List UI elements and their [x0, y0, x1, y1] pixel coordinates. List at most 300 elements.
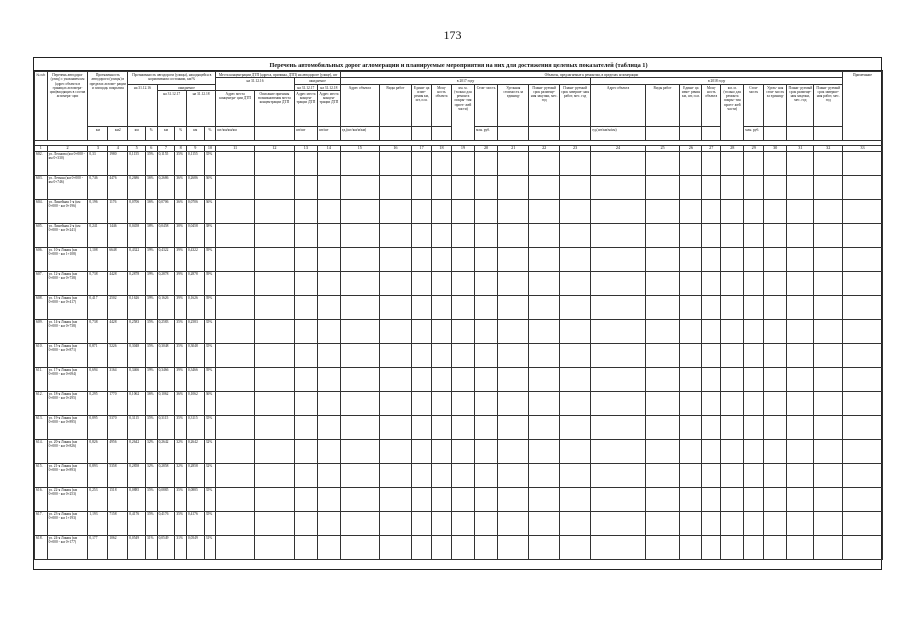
road-length: 0,241: [88, 223, 108, 247]
empty-cell: [498, 151, 529, 175]
column-number: 21: [498, 145, 529, 151]
empty-cell: [432, 463, 452, 487]
empty-cell: [843, 175, 883, 199]
norm-pct-2017: 35%: [175, 487, 187, 511]
empty-cell: [412, 511, 432, 535]
empty-cell: [317, 175, 340, 199]
empty-cell: [379, 439, 411, 463]
norm-pct-2016: 35%: [146, 487, 158, 511]
empty-cell: [432, 199, 452, 223]
norm-km-2016: 0,0458: [128, 223, 146, 247]
empty-cell: [255, 295, 295, 319]
empty-cell: [645, 151, 680, 175]
empty-cell: [379, 151, 411, 175]
empty-cell: [412, 535, 432, 559]
empty-cell: [764, 487, 787, 511]
row-number: 603.: [35, 175, 48, 199]
empty-cell: [645, 319, 680, 343]
empty-cell: [475, 463, 498, 487]
empty-cell: [702, 367, 721, 391]
road-name: ул. 19-я Линия (км 0+000 - км 0+895): [47, 415, 88, 439]
empty-cell: [294, 391, 317, 415]
empty-cell: [787, 511, 814, 535]
norm-pct-2016: 39%: [146, 367, 158, 391]
empty-cell: [475, 343, 498, 367]
empty-cell: [559, 319, 590, 343]
empty-cell: [379, 223, 411, 247]
header-obj-addr-2018: Адрес объекта: [591, 84, 645, 126]
empty-cell: [814, 535, 843, 559]
empty-cell: [216, 295, 255, 319]
column-number: 26: [680, 145, 702, 151]
empty-cell: [814, 487, 843, 511]
empty-cell: [340, 175, 379, 199]
empty-cell: [787, 223, 814, 247]
norm-pct-2018: 35%: [204, 151, 216, 175]
row-number: 617.: [35, 511, 48, 535]
empty-cell: [529, 295, 559, 319]
empty-cell: [764, 271, 787, 295]
table-row: [35, 199, 883, 223]
column-number: 8: [175, 145, 187, 151]
empty-cell: [721, 247, 744, 271]
empty-cell: [294, 271, 317, 295]
norm-pct-2018: 35%: [204, 415, 216, 439]
empty-cell: [412, 415, 432, 439]
empty-cell: [764, 319, 787, 343]
empty-cell: [379, 367, 411, 391]
road-length: 0,694: [88, 367, 108, 391]
header-objects: Объекты, предлагаемые к ремонтам, в пределах агломерации: [340, 72, 842, 78]
empty-cell: [451, 487, 474, 511]
empty-cell: [498, 319, 529, 343]
empty-cell: [294, 439, 317, 463]
empty-cell: [814, 391, 843, 415]
norm-km-2017: 0,0549: [157, 535, 175, 559]
empty-cell: [764, 343, 787, 367]
unit-capacity-2017: [432, 126, 452, 140]
empty-cell: [744, 367, 764, 391]
empty-cell: [702, 271, 721, 295]
empty-cell: [787, 295, 814, 319]
header-work-type-2018: Виды работ: [645, 84, 680, 126]
road-name: ул. 14-я Линия (км 0+000 - км 0+738): [47, 319, 88, 343]
empty-cell: [764, 247, 787, 271]
table-title: Перечень автомобильных дорог агломерации и планируемые мероприятия на них для достижения целевых показателей (таблица 1): [269, 62, 648, 69]
unit-unitcost-2017: [498, 126, 529, 140]
empty-cell: [680, 151, 702, 175]
column-number: 12: [255, 145, 295, 151]
norm-km-2016: 0,0549: [128, 535, 146, 559]
column-number: 31: [787, 145, 814, 151]
empty-cell: [294, 415, 317, 439]
norm-pct-2016: 35%: [146, 511, 158, 535]
empty-cell: [814, 511, 843, 535]
norm-pct-2017: 39%: [175, 295, 187, 319]
empty-cell: [559, 535, 590, 559]
empty-cell: [451, 319, 474, 343]
norm-km-2018: 0,0885: [186, 487, 204, 511]
road-name: ул. 13-я Линия (км 0+000 - км 0+417): [47, 295, 88, 319]
empty-cell: [591, 463, 645, 487]
empty-cell: [451, 151, 474, 175]
norm-km-2016: 0,1626: [128, 295, 146, 319]
empty-cell: [680, 295, 702, 319]
empty-cell: [559, 295, 590, 319]
column-number: 4: [108, 145, 128, 151]
document-frame: [33, 57, 882, 570]
column-number: 6: [146, 145, 158, 151]
empty-cell: [744, 247, 764, 271]
empty-cell: [379, 487, 411, 511]
header-plan-contract-2018: Плани- руемый срок размеще- ния закупки, мес. год: [787, 84, 814, 126]
empty-cell: [721, 535, 744, 559]
header-plan-finish-2018: Плани- руемый срок заверше- ния работ, мес. год: [814, 84, 843, 126]
empty-cell: [340, 247, 379, 271]
empty-cell: [680, 271, 702, 295]
empty-cell: [529, 151, 559, 175]
empty-cell: [340, 535, 379, 559]
norm-pct-2018: 35%: [204, 487, 216, 511]
empty-cell: [702, 511, 721, 535]
empty-cell: [317, 415, 340, 439]
empty-cell: [451, 223, 474, 247]
empty-cell: [340, 271, 379, 295]
empty-cell: [294, 535, 317, 559]
norm-km-2018: 0,4322: [186, 247, 204, 271]
norm-pct-2016: 32%: [146, 463, 158, 487]
empty-cell: [317, 511, 340, 535]
empty-cell: [843, 535, 883, 559]
norm-km-2018: 0,0549: [186, 535, 204, 559]
empty-cell: [591, 511, 645, 535]
empty-cell: [255, 343, 295, 367]
empty-cell: [475, 247, 498, 271]
empty-cell: [787, 367, 814, 391]
norm-pct-2018: 35%: [204, 511, 216, 535]
road-area: 5226: [108, 343, 128, 367]
empty-cell: [680, 463, 702, 487]
row-number: 616.: [35, 487, 48, 511]
norm-km-2017: 0,3115: [157, 415, 175, 439]
empty-cell: [317, 247, 340, 271]
empty-cell: [764, 223, 787, 247]
unit-unit-2018: [680, 126, 702, 140]
table-row: [35, 391, 883, 415]
empty-cell: [412, 367, 432, 391]
empty-cell: [317, 295, 340, 319]
table-row: [35, 415, 883, 439]
empty-cell: [412, 271, 432, 295]
empty-cell: [764, 463, 787, 487]
empty-cell: [559, 367, 590, 391]
empty-cell: [645, 295, 680, 319]
empty-cell: [451, 295, 474, 319]
empty-cell: [340, 463, 379, 487]
column-number: 18: [432, 145, 452, 151]
row-number: 614.: [35, 439, 48, 463]
empty-cell: [216, 199, 255, 223]
norm-km-2016: 0,0706: [128, 199, 146, 223]
road-length: 0,893: [88, 463, 108, 487]
empty-cell: [787, 535, 814, 559]
unit-capacity-2018: [702, 126, 721, 140]
empty-cell: [255, 415, 295, 439]
norm-km-2017: 0,1626: [157, 295, 175, 319]
empty-cell: [787, 391, 814, 415]
table-row: [35, 271, 883, 295]
empty-cell: [255, 439, 295, 463]
empty-cell: [294, 343, 317, 367]
empty-cell: [744, 463, 764, 487]
norm-km-2018: 0,0706: [186, 199, 204, 223]
road-name: ул. 12-я Линия (км 0+000 - км 0+738): [47, 271, 88, 295]
header-dtp-addr: Адрес места концентра- ции ДТП: [216, 90, 255, 126]
empty-cell: [764, 415, 787, 439]
empty-cell: [255, 391, 295, 415]
empty-cell: [721, 223, 744, 247]
empty-cell: [529, 271, 559, 295]
unit-obj-2018: ед.(шт/км/м/км): [591, 126, 645, 140]
unit-dtp-addr: шт/км/км/км: [216, 126, 255, 140]
empty-cell: [814, 151, 843, 175]
empty-cell: [498, 511, 529, 535]
empty-cell: [787, 151, 814, 175]
unit-dtp-reason: [255, 126, 295, 140]
empty-cell: [432, 439, 452, 463]
empty-cell: [340, 295, 379, 319]
empty-cell: [432, 487, 452, 511]
header-length: Протяженность автодороги (улицы) в пределах агломе- рации и площадь покрытия: [88, 72, 128, 127]
empty-cell: [744, 295, 764, 319]
unit-pct-2018: %: [204, 126, 216, 140]
empty-cell: [451, 391, 474, 415]
norm-pct-2018: 39%: [204, 295, 216, 319]
empty-cell: [702, 439, 721, 463]
empty-cell: [379, 175, 411, 199]
page-number: 173: [443, 28, 462, 42]
empty-cell: [255, 175, 295, 199]
norm-pct-2016: 39%: [146, 271, 158, 295]
norm-km-2017: 0,1062: [157, 391, 175, 415]
table-row: [35, 343, 883, 367]
empty-cell: [744, 199, 764, 223]
empty-cell: [702, 223, 721, 247]
unit-cost-2017: млн. руб.: [475, 126, 498, 140]
empty-cell: [529, 535, 559, 559]
empty-cell: [814, 367, 843, 391]
table-row: [35, 175, 883, 199]
norm-pct-2017: 35%: [175, 151, 187, 175]
norm-km-2018: 0,3115: [186, 415, 204, 439]
road-length: 0,895: [88, 415, 108, 439]
empty-cell: [721, 367, 744, 391]
empty-cell: [721, 199, 744, 223]
road-name: ул. 20-я Линия (км 0+000 - км 0+826): [47, 439, 88, 463]
norm-km-2017: 0,1155: [157, 151, 175, 175]
norm-pct-2017: 36%: [175, 175, 187, 199]
empty-cell: [787, 439, 814, 463]
empty-cell: [498, 199, 529, 223]
norm-km-2018: 0,0458: [186, 223, 204, 247]
empty-cell: [814, 247, 843, 271]
row-number: 602.: [35, 151, 48, 175]
table-row: [35, 223, 883, 247]
empty-cell: [498, 175, 529, 199]
empty-cell: [255, 223, 295, 247]
road-area: 4428: [108, 319, 128, 343]
empty-cell: [379, 295, 411, 319]
row-number: 610.: [35, 343, 48, 367]
empty-cell: [559, 391, 590, 415]
norm-pct-2016: 35%: [146, 319, 158, 343]
empty-cell: [721, 415, 744, 439]
empty-cell: [475, 223, 498, 247]
norm-km-2016: 0,1155: [128, 151, 146, 175]
empty-cell: [294, 247, 317, 271]
empty-cell: [451, 439, 474, 463]
empty-cell: [843, 487, 883, 511]
norm-km-2018: 0,1062: [186, 391, 204, 415]
empty-cell: [216, 247, 255, 271]
empty-cell: [529, 511, 559, 535]
empty-cell: [216, 463, 255, 487]
empty-cell: [255, 319, 295, 343]
header-note: Примечание: [843, 72, 883, 141]
empty-cell: [475, 391, 498, 415]
empty-cell: [764, 391, 787, 415]
norm-pct-2017: 35%: [175, 415, 187, 439]
column-number: 23: [559, 145, 590, 151]
column-number: 17: [412, 145, 432, 151]
unit-finish-2018: [814, 126, 843, 140]
road-name: ул. 24-я Линия (км 0+000 - км 0+177): [47, 535, 88, 559]
empty-cell: [645, 391, 680, 415]
empty-cell: [680, 247, 702, 271]
norm-pct-2017: 35%: [175, 319, 187, 343]
unit-finish-2017: [559, 126, 590, 140]
empty-cell: [294, 151, 317, 175]
empty-cell: [529, 439, 559, 463]
unit-unit-2017: [412, 126, 432, 140]
norm-pct-2016: 35%: [146, 343, 158, 367]
empty-cell: [702, 343, 721, 367]
empty-cell: [680, 319, 702, 343]
empty-cell: [591, 391, 645, 415]
empty-cell: [702, 319, 721, 343]
empty-cell: [680, 367, 702, 391]
row-number: 608.: [35, 295, 48, 319]
norm-pct-2016: 39%: [146, 247, 158, 271]
unit-area: км2: [108, 126, 128, 140]
empty-cell: [702, 463, 721, 487]
header-road: Перечень автодорог (улиц) с указанием км (адрес объекта в границах агломера- ции)входящих в состав агломера- ции: [47, 72, 88, 141]
row-number: 615.: [35, 463, 48, 487]
empty-cell: [317, 151, 340, 175]
empty-cell: [432, 271, 452, 295]
empty-cell: [764, 511, 787, 535]
empty-cell: [702, 535, 721, 559]
empty-cell: [475, 151, 498, 175]
row-number: 606.: [35, 247, 48, 271]
table-row: [35, 439, 883, 463]
empty-cell: [379, 271, 411, 295]
empty-cell: [475, 415, 498, 439]
empty-cell: [216, 343, 255, 367]
header-cost-2017: Стои- мость: [475, 84, 498, 126]
empty-cell: [317, 391, 340, 415]
empty-cell: [255, 511, 295, 535]
unit-work-2018: [645, 126, 680, 140]
empty-cell: [645, 367, 680, 391]
header-year-2018: в 2018 году: [591, 78, 843, 84]
empty-cell: [645, 223, 680, 247]
norm-pct-2016: 39%: [146, 295, 158, 319]
empty-cell: [843, 151, 883, 175]
empty-cell: [498, 367, 529, 391]
empty-cell: [432, 415, 452, 439]
unit-dtp-2017: шт/шт: [294, 126, 317, 140]
empty-cell: [432, 343, 452, 367]
empty-cell: [843, 343, 883, 367]
empty-cell: [591, 151, 645, 175]
empty-cell: [764, 151, 787, 175]
empty-cell: [498, 343, 529, 367]
column-number: 15: [340, 145, 379, 151]
road-area: 1062: [108, 535, 128, 559]
empty-cell: [764, 175, 787, 199]
empty-cell: [814, 199, 843, 223]
road-length: 0,826: [88, 439, 108, 463]
norm-pct-2018: 35%: [204, 343, 216, 367]
row-number: 604.: [35, 199, 48, 223]
empty-cell: [255, 487, 295, 511]
road-area: 1980: [108, 151, 128, 175]
empty-cell: [379, 199, 411, 223]
empty-cell: [475, 175, 498, 199]
empty-cell: [645, 463, 680, 487]
empty-cell: [451, 535, 474, 559]
empty-cell: [559, 223, 590, 247]
norm-pct-2018: 32%: [204, 463, 216, 487]
empty-cell: [814, 319, 843, 343]
unit-obj-2017: ед.(шт/км/м/км): [340, 126, 379, 140]
empty-cell: [498, 295, 529, 319]
header-dtp-addr-2017: Адрес места концен- трации ДТП: [294, 90, 317, 126]
table-body: [35, 151, 883, 559]
empty-cell: [294, 463, 317, 487]
road-area: 2502: [108, 295, 128, 319]
empty-cell: [721, 511, 744, 535]
empty-cell: [591, 247, 645, 271]
empty-cell: [744, 343, 764, 367]
empty-cell: [451, 343, 474, 367]
empty-cell: [412, 151, 432, 175]
empty-cell: [498, 391, 529, 415]
empty-cell: [317, 439, 340, 463]
column-number: 28: [721, 145, 744, 151]
row-number: 611.: [35, 367, 48, 391]
norm-km-2018: 0,1626: [186, 295, 204, 319]
empty-cell: [645, 511, 680, 535]
empty-cell: [498, 535, 529, 559]
empty-cell: [475, 511, 498, 535]
norm-pct-2017: 32%: [175, 439, 187, 463]
norm-km-2016: 0,1062: [128, 391, 146, 415]
header-length-expected: ожидаемое: [157, 84, 216, 90]
road-name: ул. 23-я Линия (км 0+000 - км 1+193): [47, 511, 88, 535]
road-length: 1,193: [88, 511, 108, 535]
